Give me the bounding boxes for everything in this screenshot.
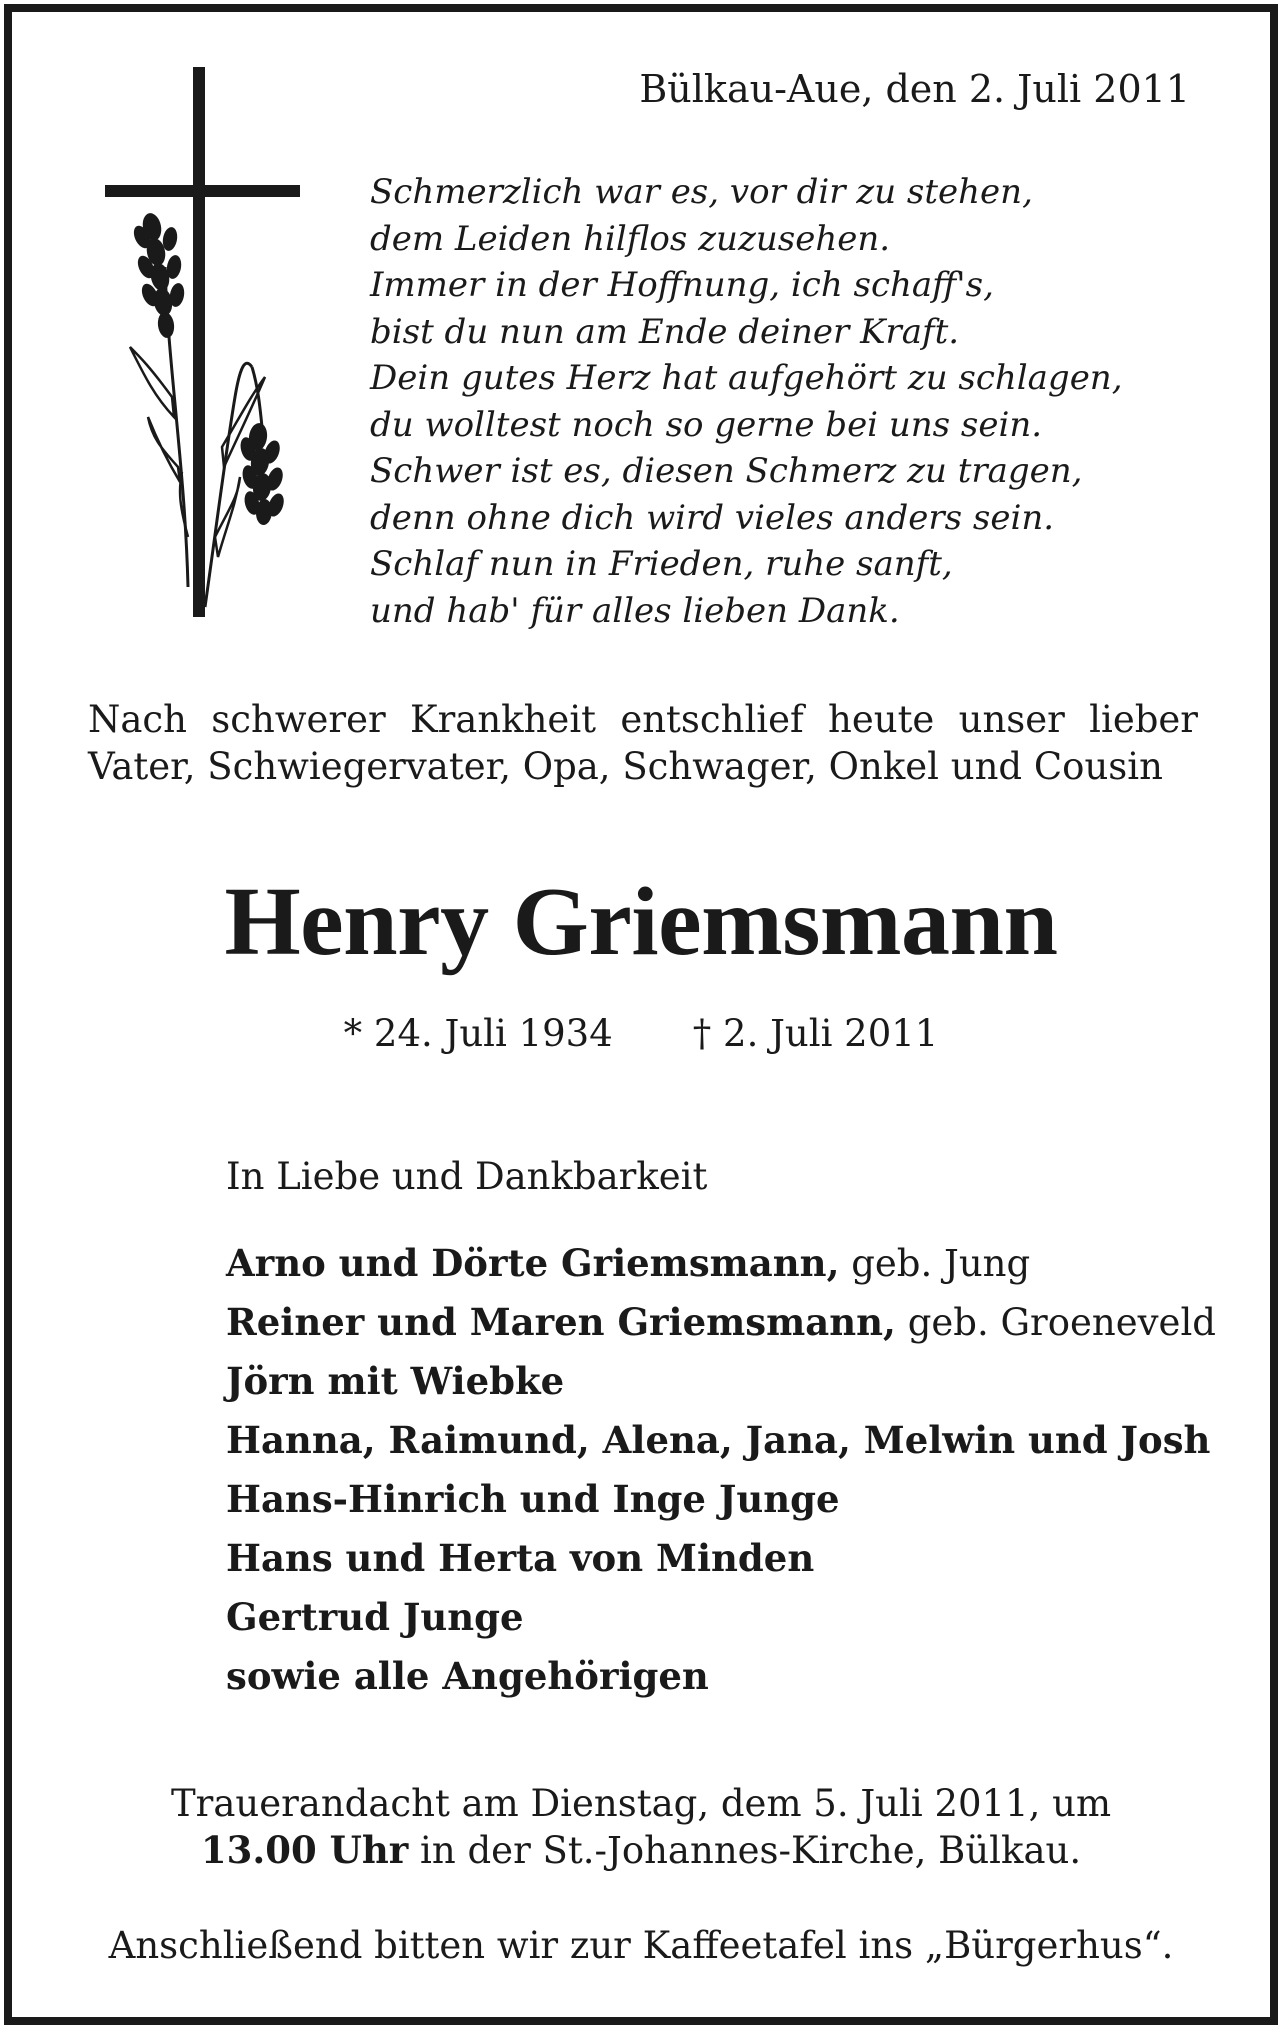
poem-line: und hab' für alles lieben Dank.: [370, 590, 900, 631]
cross-with-wheat-icon: [90, 67, 310, 637]
service-line-1: Trauerandacht am Dienstag, dem 5. Juli 2011, um: [170, 1782, 1112, 1825]
death-date: † 2. Juli 2011: [692, 1012, 939, 1055]
service-location: in der St.-Johannes-Kirche, Bülkau.: [408, 1829, 1082, 1872]
list-item: Arno und Dörte Griemsmann, geb. Jung: [226, 1241, 1031, 1285]
obituary-content: [12, 12, 1270, 2017]
list-item: Gertrud Junge: [226, 1595, 524, 1639]
birth-date: * 24. Juli 1934: [343, 1012, 613, 1055]
list-item: Hans-Hinrich und Inge Junge: [226, 1477, 840, 1521]
poem-line: bist du nun am Ende deiner Kraft.: [370, 311, 960, 352]
place-date: Bülkau-Aue, den 2. Juli 2011: [639, 67, 1190, 111]
poem-line: Dein gutes Herz hat aufgehört zu schlagen,: [370, 358, 1123, 398]
poem-line: Immer in der Hoffnung, ich schaff's,: [370, 265, 994, 305]
list-item: Hanna, Raimund, Alena, Jana, Melwin und Josh: [226, 1418, 1211, 1462]
poem-line: dem Leiden hilflos zuzusehen.: [370, 218, 891, 259]
list-item: sowie alle Angehörigen: [226, 1654, 709, 1698]
poem-line: denn ohne dich wird vieles anders sein.: [370, 497, 1055, 538]
list-item: Reiner und Maren Griemsmann, geb. Groeneveld: [226, 1300, 1216, 1344]
mourners-list: [226, 1234, 1216, 1706]
life-dates: [12, 1012, 1270, 1055]
funeral-service: [12, 1780, 1270, 1874]
poem-line: Schmerzlich war es, vor dir zu stehen,: [370, 172, 1033, 212]
poem: [370, 169, 1123, 634]
poem-line: du wolltest noch so gerne bei uns sein.: [370, 404, 1043, 445]
list-item: Hans und Herta von Minden: [226, 1536, 815, 1580]
death-announcement: Nach schwerer Krankheit entschlief heute unser lieber Vater, Schwiegervater, Opa, Schwager, Onkel und Cousin: [88, 698, 1198, 788]
list-item: Jörn mit Wiebke: [226, 1359, 565, 1403]
poem-line: Schwer ist es, diesen Schmerz zu tragen,: [370, 451, 1083, 491]
deceased-name: Henry Griemsmann: [224, 868, 1058, 976]
coffee-invitation: Anschließend bitten wir zur Kaffeetafel ins „Bürgerhus“.: [108, 1924, 1174, 1967]
service-time: 13.00 Uhr: [200, 1828, 409, 1872]
poem-line: Schlaf nun in Frieden, ruhe sanft,: [370, 544, 953, 584]
mourners-intro: In Liebe und Dankbarkeit: [226, 1155, 708, 1198]
